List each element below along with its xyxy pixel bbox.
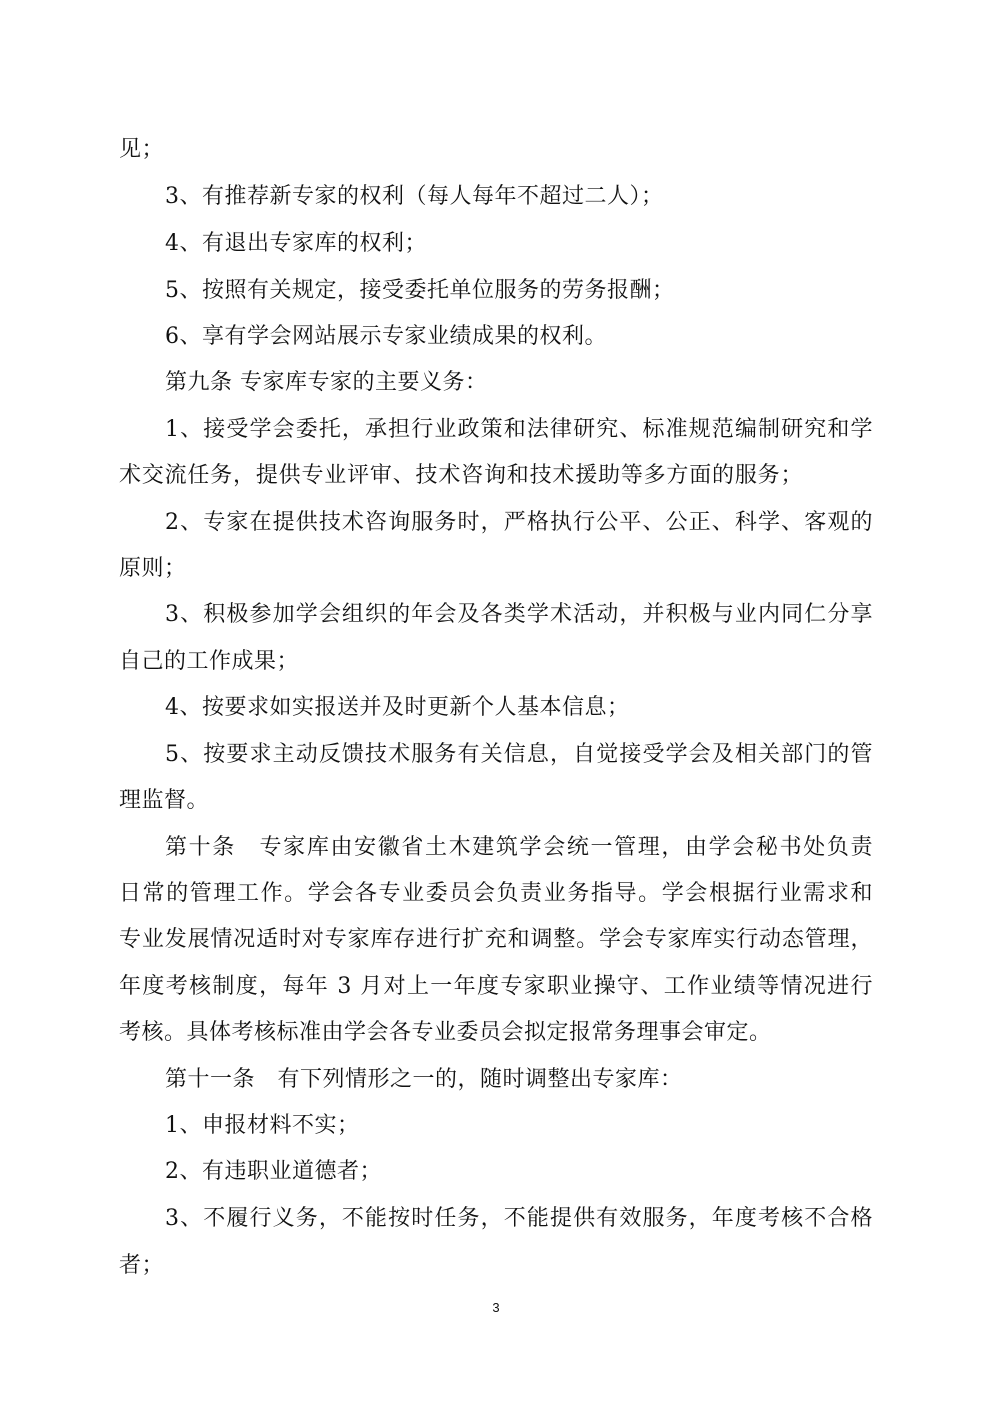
text-line: 术交流任务，提供专业评审、技术咨询和技术援助等多方面的服务； [119, 463, 803, 488]
text-line: 日常的管理工作。学会各专业委员会负责业务指导。学会根据行业需求和 [119, 881, 873, 906]
text-line: 见； [119, 137, 165, 162]
text-line: 原则； [119, 556, 187, 581]
text-line: 自己的工作成果； [119, 649, 300, 674]
text-line: 1、接受学会委托，承担行业政策和法律研究、标准规范编制研究和学 [165, 417, 873, 442]
section-heading: 第九条 专家库专家的主要义务： [165, 370, 488, 395]
text-line: 5、按照有关规定，接受委托单位服务的劳务报酬； [165, 278, 675, 303]
text-line: 理监督。 [119, 788, 210, 813]
text-line: 2、有违职业道德者； [165, 1159, 382, 1184]
text-line: 5、按要求主动反馈技术服务有关信息，自觉接受学会及相关部门的管 [165, 742, 873, 767]
text-line: 4、有退出专家库的权利； [165, 231, 427, 256]
text-line: 3、不履行义务，不能按时任务，不能提供有效服务，年度考核不合格 [165, 1206, 873, 1231]
text-line: 2、专家在提供技术咨询服务时，严格执行公平、公正、科学、客观的 [165, 510, 873, 535]
page-number: 3 [492, 1300, 500, 1315]
section-heading: 第十一条 有下列情形之一的，随时调整出专家库： [165, 1067, 683, 1092]
text-line: 考核。具体考核标准由学会各专业委员会拟定报常务理事会审定。 [119, 1020, 772, 1045]
text-line: 1、申报材料不实； [165, 1113, 360, 1138]
text-line: 者； [119, 1253, 165, 1278]
text-line: 3、有推荐新专家的权利（每人每年不超过二人）； [165, 184, 664, 209]
text-line: 6、享有学会网站展示专家业绩成果的权利。 [165, 324, 607, 349]
text-line: 年度考核制度，每年 3 月对上一年度专家职业操守、工作业绩等情况进行 [119, 974, 873, 999]
text-line: 4、按要求如实报送并及时更新个人基本信息； [165, 695, 630, 720]
text-line: 3、积极参加学会组织的年会及各类学术活动，并积极与业内同仁分享 [165, 602, 873, 627]
section-heading: 第十条 专家库由安徽省土木建筑学会统一管理，由学会秘书处负责 [165, 835, 873, 860]
text-line: 专业发展情况适时对专家库存进行扩充和调整。学会专家库实行动态管理， [119, 927, 873, 952]
